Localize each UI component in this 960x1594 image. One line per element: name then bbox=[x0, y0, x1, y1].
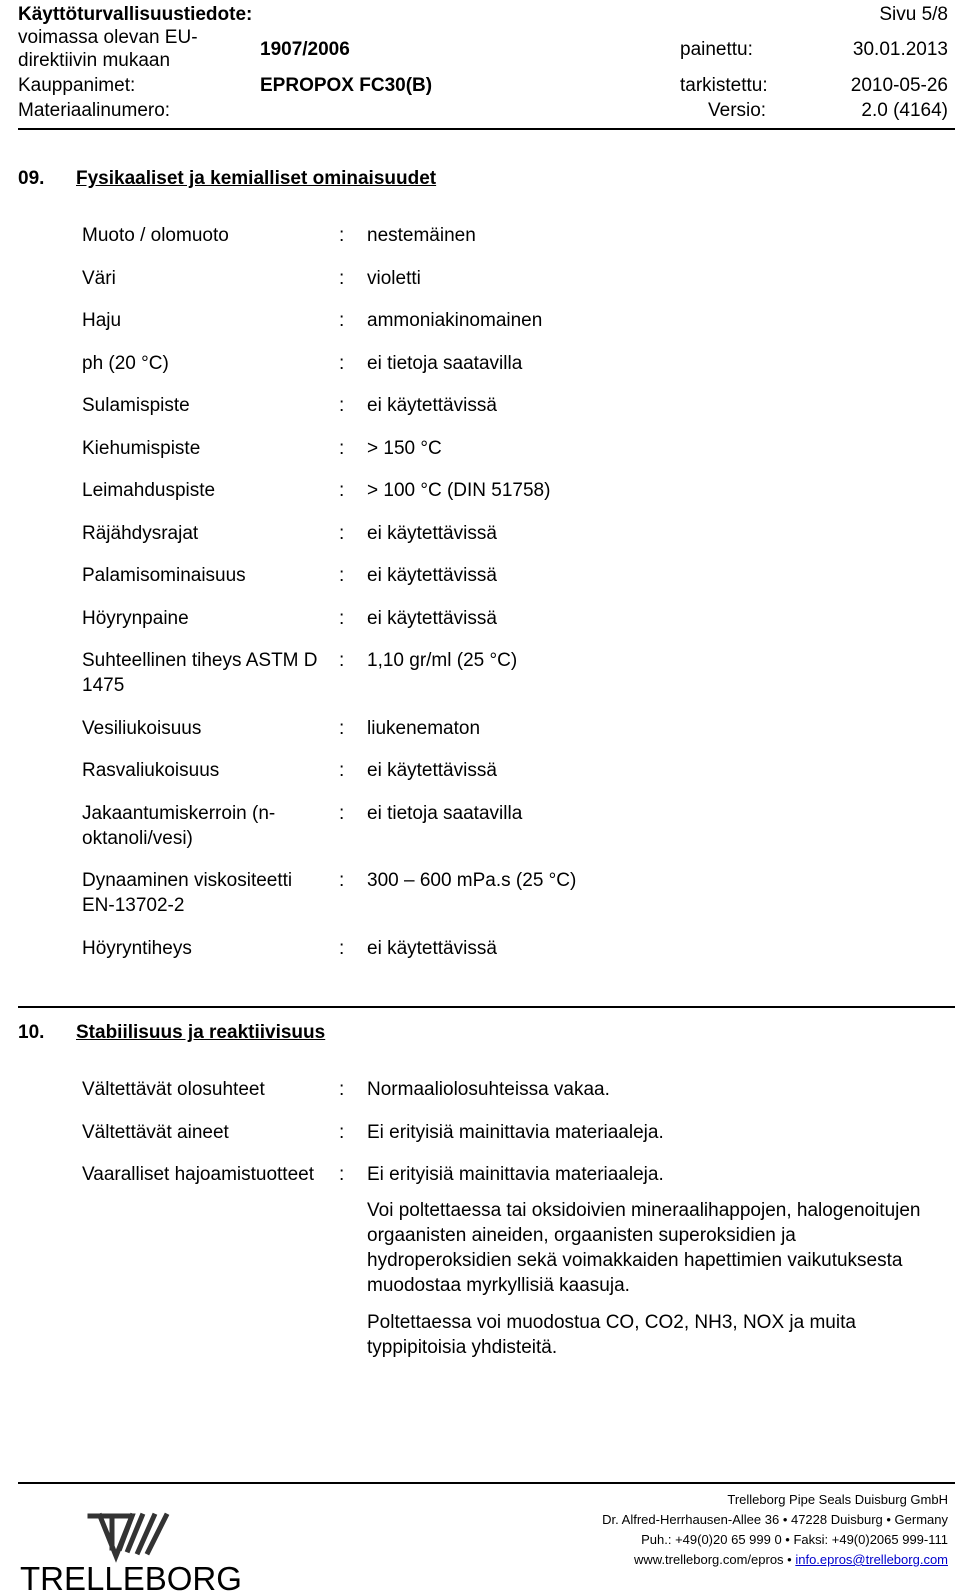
property-label: Vesiliukoisuus bbox=[82, 718, 202, 739]
property-colon: : bbox=[339, 608, 345, 629]
property-value: ei käytettävissä bbox=[367, 565, 497, 586]
footer-email-link[interactable]: info.epros@trelleborg.com bbox=[795, 1552, 948, 1567]
property-colon: : bbox=[339, 870, 345, 891]
property-colon: : bbox=[339, 803, 345, 824]
property-label: Palamisominaisuus bbox=[82, 565, 246, 586]
property-value: 1,10 gr/ml (25 °C) bbox=[367, 650, 518, 671]
section-10-number: 10. bbox=[18, 1022, 45, 1043]
property-value: ei käytettävissä bbox=[367, 938, 497, 959]
checked-date: 2010-05-26 bbox=[850, 75, 948, 96]
property-colon: : bbox=[339, 1122, 345, 1143]
property-label: Rasvaliukoisuus bbox=[82, 760, 220, 781]
property-colon: : bbox=[339, 353, 345, 374]
property-colon: : bbox=[339, 395, 345, 416]
property-colon: : bbox=[339, 718, 345, 739]
property-label: Sulamispiste bbox=[82, 395, 190, 416]
property-value: ei käytettävissä bbox=[367, 760, 497, 781]
property-colon: : bbox=[339, 310, 345, 331]
footer-address: Dr. Alfred-Herrhausen-Allee 36 • 47228 Duisburg • Germany bbox=[602, 1512, 948, 1527]
property-colon: : bbox=[339, 565, 345, 586]
footer-web-line bbox=[528, 1550, 948, 1570]
property-label: Leimahduspiste bbox=[82, 480, 216, 501]
property-value: Ei erityisiä mainittavia materiaaleja. bbox=[367, 1122, 664, 1143]
regulation-label-a: voimassa olevan EU- bbox=[18, 27, 198, 48]
combustion-paragraph: Poltettaessa voi muodostua CO, CO2, NH3, NOX ja muita typpipitoisia yhdisteitä. bbox=[367, 1312, 856, 1358]
regulation-number: 1907/2006 bbox=[260, 39, 350, 60]
property-label: Suhteellinen tiheys ASTM D 1475 bbox=[82, 650, 318, 696]
checked-label: tarkistettu: bbox=[680, 75, 768, 96]
property-colon: : bbox=[339, 438, 345, 459]
property-label: Vaaralliset hajoamistuotteet bbox=[82, 1164, 314, 1185]
property-value: Normaaliolosuhteissa vakaa. bbox=[367, 1079, 610, 1100]
property-value: ei tietoja saatavilla bbox=[367, 353, 523, 374]
property-value: ammoniakinomainen bbox=[367, 310, 543, 331]
logo-wordmark: TRELLEBORG bbox=[20, 1560, 242, 1594]
property-label: ph (20 °C) bbox=[82, 353, 169, 374]
decomposition-paragraph: Voi poltettaessa tai oksidoivien mineraalihappojen, halogenoitujen orgaanisten aineiden, orgaanisten superoksidien ja hydroperoksidien sekä voimakkaiden hapettimien vaikutuksesta muodostaa myrkyllisiä kaasuja. bbox=[367, 1200, 921, 1296]
property-label: Muoto / olomuoto bbox=[82, 225, 229, 246]
printed-label: painettu: bbox=[680, 39, 753, 60]
property-colon: : bbox=[339, 650, 345, 671]
property-colon: : bbox=[339, 225, 345, 246]
property-colon: : bbox=[339, 480, 345, 501]
property-colon: : bbox=[339, 760, 345, 781]
property-colon: : bbox=[339, 268, 345, 289]
property-value: > 100 °C (DIN 51758) bbox=[367, 480, 551, 501]
property-value: liukenematon bbox=[367, 718, 481, 739]
footer-divider bbox=[18, 1482, 955, 1484]
footer-phone: Puh.: +49(0)20 65 999 0 • Faksi: +49(0)2065 999-111 bbox=[641, 1532, 948, 1547]
material-number-label: Materiaalinumero: bbox=[18, 100, 171, 121]
property-label: Räjähdysrajat bbox=[82, 523, 199, 544]
property-label: Vältettävät olosuhteet bbox=[82, 1079, 265, 1100]
document-title: Käyttöturvallisuustiedote: bbox=[18, 4, 253, 25]
property-label: Jakaantumiskerroin (n-oktanoli/vesi) bbox=[82, 803, 276, 849]
property-colon: : bbox=[339, 1079, 345, 1100]
printed-date: 30.01.2013 bbox=[852, 39, 948, 60]
trade-name-label: Kauppanimet: bbox=[18, 75, 136, 96]
section-9-number: 09. bbox=[18, 168, 45, 189]
property-value: ei käytettävissä bbox=[367, 523, 497, 544]
property-value: 300 – 600 mPa.s (25 °C) bbox=[367, 870, 577, 891]
version-label: Versio: bbox=[708, 100, 767, 121]
footer-website[interactable]: www.trelleborg.com/epros bbox=[634, 1552, 784, 1567]
property-value: ei käytettävissä bbox=[367, 395, 497, 416]
product-name: EPROPOX FC30(B) bbox=[260, 75, 433, 96]
property-label: Höyrynpaine bbox=[82, 608, 189, 629]
property-value: nestemäinen bbox=[367, 225, 476, 246]
property-label: Kiehumispiste bbox=[82, 438, 201, 459]
footer-company: Trelleborg Pipe Seals Duisburg GmbH bbox=[727, 1492, 948, 1507]
property-label: Väri bbox=[82, 268, 116, 289]
section-divider bbox=[18, 1006, 955, 1008]
footer-contact bbox=[528, 1490, 948, 1570]
page-number: Sivu 5/8 bbox=[879, 4, 948, 25]
section-9-title: Fysikaaliset ja kemialliset ominaisuudet bbox=[76, 168, 437, 189]
property-label: Haju bbox=[82, 310, 122, 331]
property-value: > 150 °C bbox=[367, 438, 442, 459]
regulation-label-b: direktiivin mukaan bbox=[18, 50, 171, 71]
section-10-title: Stabiilisuus ja reaktiivisuus bbox=[76, 1022, 326, 1043]
property-value: violetti bbox=[367, 268, 421, 289]
property-label: Dynaaminen viskositeetti EN-13702-2 bbox=[82, 870, 293, 916]
property-colon: : bbox=[339, 938, 345, 959]
property-colon: : bbox=[339, 523, 345, 544]
property-value: ei tietoja saatavilla bbox=[367, 803, 523, 824]
property-label: Vältettävät aineet bbox=[82, 1122, 229, 1143]
footer-separator: • bbox=[783, 1552, 796, 1567]
property-label: Höyryntiheys bbox=[82, 938, 192, 959]
property-value: ei käytettävissä bbox=[367, 608, 497, 629]
property-colon: : bbox=[339, 1164, 345, 1185]
header-divider bbox=[18, 128, 955, 130]
version-value: 2.0 (4164) bbox=[861, 100, 948, 121]
property-value: Ei erityisiä mainittavia materiaaleja. bbox=[367, 1164, 664, 1185]
